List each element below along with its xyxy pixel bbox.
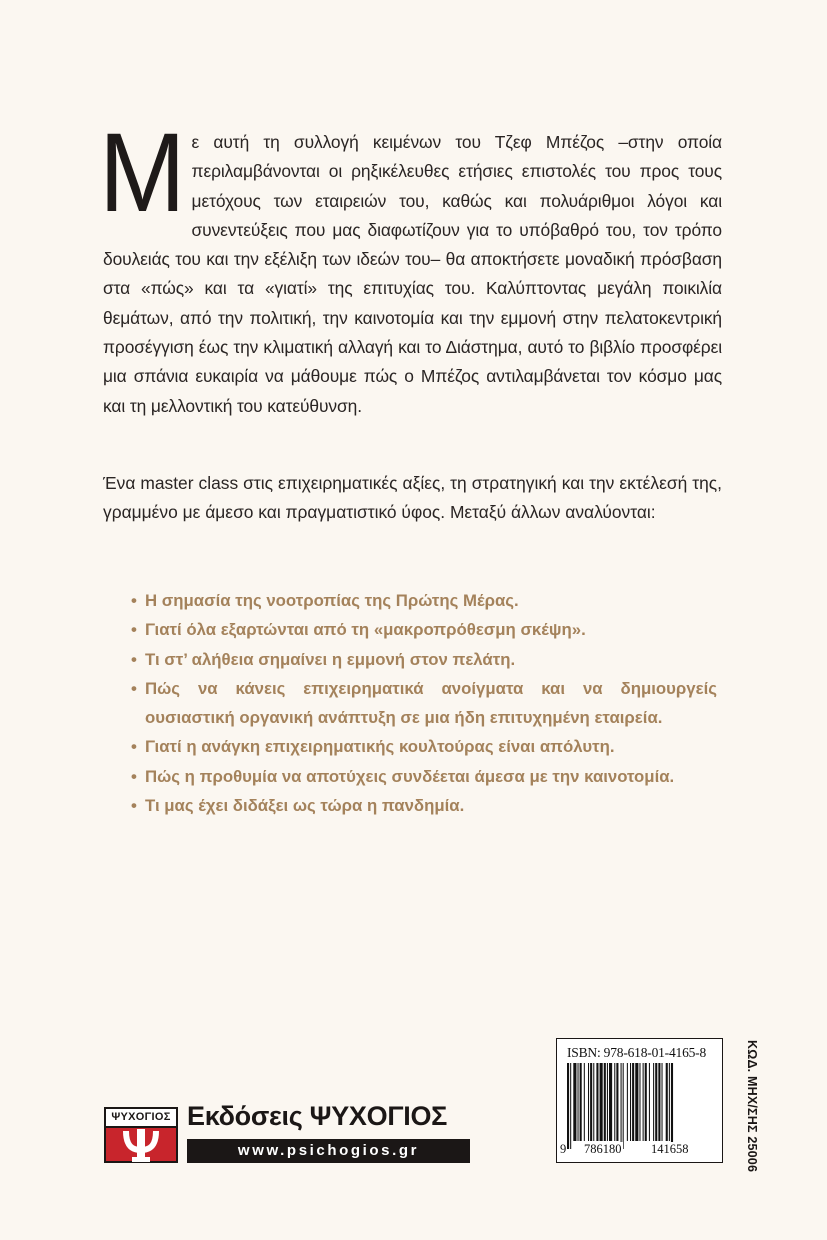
barcode-bar — [584, 1063, 585, 1141]
bullet-item: • Τι μας έχει διδάξει ως τώρα η πανδημία. — [131, 791, 731, 820]
bullet-dot: • — [131, 766, 137, 786]
isbn-label: ISBN: 978-618-01-4165-8 — [567, 1045, 707, 1060]
barcode-icon — [567, 1063, 713, 1149]
bullet-dot: • — [131, 737, 137, 757]
barcode-bar — [588, 1063, 589, 1141]
bullet-item: • Γιατί όλα εξαρτώνται από τη «μακροπρόθεσμη σκέψη». — [131, 615, 731, 644]
product-code — [745, 1040, 765, 1173]
psi-logo-icon — [106, 1128, 176, 1163]
barcode-bar — [567, 1063, 569, 1149]
barcode-bar — [658, 1063, 660, 1141]
barcode-bar — [653, 1063, 654, 1141]
barcode-bar — [593, 1063, 594, 1141]
barcode-bar — [655, 1063, 657, 1141]
drop-cap: Μ — [99, 110, 186, 236]
barcode-bar — [614, 1063, 615, 1141]
bullet-dot: • — [131, 678, 137, 698]
barcode-bar — [590, 1063, 592, 1141]
barcode-digits-left: 786180 — [584, 1142, 622, 1156]
barcode-bar — [573, 1063, 576, 1141]
barcode-bar — [639, 1063, 640, 1141]
barcode-bar — [596, 1063, 598, 1141]
barcode-bar — [671, 1063, 673, 1149]
barcode-bar — [570, 1063, 571, 1149]
barcode-bar — [630, 1063, 631, 1141]
barcode-bar — [643, 1063, 644, 1141]
product-code-text: ΚΩΔ. ΜΗΧ/ΣΗΣ 25006 — [745, 1040, 759, 1173]
barcode-bar — [604, 1063, 606, 1141]
barcode-bar — [607, 1063, 608, 1141]
barcode-bar — [662, 1063, 663, 1141]
barcode-bar — [580, 1063, 582, 1141]
barcode-bar — [621, 1063, 622, 1149]
bullet-dot: • — [131, 620, 137, 640]
barcode-bar — [578, 1063, 579, 1141]
publisher-name: Εκδόσεις ΨΥΧΟΓΙΟΣ — [187, 1101, 448, 1131]
bullet-item: • Τι στ’ αλήθεια σημαίνει η εμμονή στον πελάτη. — [131, 645, 731, 674]
barcode-bar — [632, 1063, 634, 1141]
barcode-bar — [609, 1063, 612, 1141]
bullet-item: • Γιατί η ανάγκη επιχειρηματικής κουλτούρας είναι απόλυτη. — [131, 732, 731, 761]
bullet-item: • Η σημασία της νοοτροπίας της Πρώτης Μέρας. — [131, 586, 731, 615]
bullet-item: • Πώς η προθυμία να αποτύχεις συνδέεται άμεσα με την καινοτομία. — [131, 762, 731, 791]
intro-paragraph — [99, 110, 722, 421]
summary-paragraph: Ένα master class στις επιχειρηματικές αξίες, τη στρατηγική και την εκτέλεσή της, γραμμένο με άμεσο και πραγματιστικό ύφος. Μεταξύ άλλων αναλύονται: — [103, 473, 722, 523]
bullet-dot: • — [131, 796, 137, 816]
barcode-bar — [669, 1063, 670, 1141]
intro-text: ε αυτή τη συλλογή κειμένων του Τζεφ Μπέζος –στην οποία περιλαμβάνονται οι ρηξικέλευθες ετήσιες επιστολές του προς τους μετόχους των εταιρειών του, καθώς και πολυάριθμοι λόγοι και συνεντεύξεις που μας διαφωτίζουν για το υπόβαθρό του, τον τρόπο δουλειάς του και την εξέλιξη των ιδεών του– θα αποκτήσετε μοναδική πρόσβαση στα «πώς» και τα «γιατί» της επιτυχίας του. Καλύπτοντας μεγάλη ποικιλία θεμάτων, από την πολιτική, την καινοτομία και την εμμονή στην πελατοκεντρική προσέγγιση έως την κλιματική αλλαγή και το Διάστημα, αυτό το βιβλίο προσφέρει μια σπάνια ευκαιρία να μάθουμε πώς ο Μπέζος αντιλαμβάνεται τον κόσμο μας και τη μελλοντική του κατεύθυνση. — [103, 132, 722, 416]
logo-label: ΨΥΧΟΓΙΟΣ — [106, 1109, 176, 1128]
barcode-bar — [627, 1063, 628, 1141]
bullet-dot: • — [131, 591, 137, 610]
publisher-logo — [104, 1107, 178, 1163]
barcode-bar — [649, 1063, 650, 1141]
bullet-list — [131, 586, 731, 820]
barcode-digit-first: 9 — [560, 1142, 567, 1156]
barcode-bar — [635, 1063, 638, 1141]
barcode-bar — [645, 1063, 647, 1141]
bullet-dot: • — [131, 649, 137, 669]
barcode-box — [556, 1038, 723, 1163]
barcode-bar — [623, 1063, 624, 1149]
barcode-bar — [600, 1063, 603, 1141]
publisher-url: www.psichogios.gr — [187, 1139, 470, 1163]
barcode-bar — [616, 1063, 618, 1141]
bullet-item: • Πώς να κάνεις επιχειρηματικά ανοίγματα και να δημιουργείς ουσιαστική οργανική ανάπτυξη σε μια ήδη επιτυχημένη εταιρεία. — [131, 674, 731, 733]
barcode-digits-right: 141658 — [651, 1142, 689, 1156]
barcode-bar — [666, 1063, 668, 1141]
